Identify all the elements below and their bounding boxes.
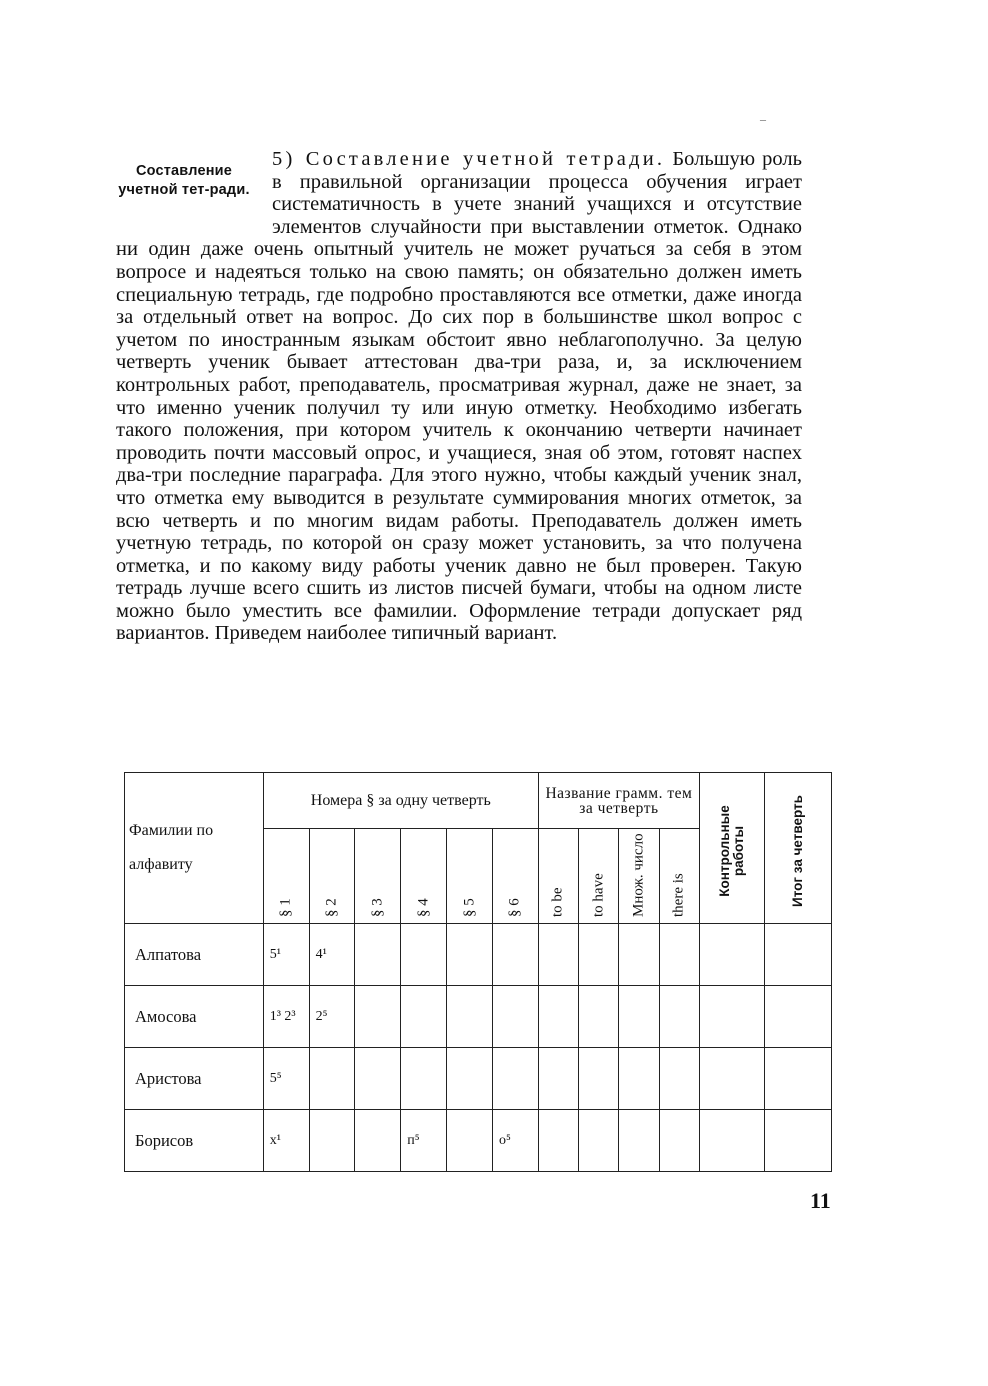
grade-cell (309, 1048, 355, 1110)
grade-cell (309, 1110, 355, 1172)
col-par-2: § 2 (309, 829, 355, 924)
student-name: Аристова (125, 1048, 264, 1110)
grade-cell (401, 1048, 447, 1110)
table-row (125, 986, 832, 1048)
grade-cell: 1³ 2³ (263, 986, 309, 1048)
grade-cell: х¹ (263, 1110, 309, 1172)
grade-cell: 4¹ (309, 924, 355, 986)
grade-cell: о⁵ (493, 1110, 539, 1172)
col-topic-to-be: to be (538, 829, 578, 924)
col-topic-to-have: to have (579, 829, 619, 924)
student-name: Алпатова (125, 924, 264, 986)
paragraph-lead: 5) Составление учетной тетради. (272, 148, 666, 170)
grade-cell: 5¹ (263, 924, 309, 986)
page-number: 11 (810, 1188, 831, 1213)
gradebook-table (124, 772, 832, 1172)
col-par-6: § 6 (493, 829, 539, 924)
page-mark: – (760, 112, 766, 126)
grade-cell (493, 986, 539, 1048)
col-par-1: § 1 (263, 829, 309, 924)
body-paragraph (116, 148, 802, 645)
header-control: Контрольные работы (699, 773, 764, 924)
grade-cell: 5⁵ (263, 1048, 309, 1110)
grade-cell: 2⁵ (309, 986, 355, 1048)
table-row (125, 924, 832, 986)
grade-cell: п⁵ (401, 1110, 447, 1172)
header-topics: Название грамм. тем за четверть (538, 773, 699, 829)
grade-cell (493, 924, 539, 986)
header-total: Итог за четверть (764, 773, 831, 924)
col-par-3: § 3 (355, 829, 401, 924)
table-row (125, 1110, 832, 1172)
student-name: Амосова (125, 986, 264, 1048)
col-topic-there-is: there is (659, 829, 699, 924)
paragraph-text: Большую роль в правильной организации процесса обучения играет систематичность в учете знаний учащихся и отсутствие элементов случайности при выставлении отметок. Однако ни один даже очень опытный учитель не может ручаться за себя в этом вопросе и надеяться только на свою память; он обязательно должен иметь специальную тетрадь, где подробно проставляются все отметки, даже иногда за отдельный ответ на вопрос. До сих пор в большинстве школ вопрос с учетом по иностранным языкам обстоит явно неблагополучно. За целую четверть ученик бывает аттестован два-три раза, и, за исключением контрольных работ, преподаватель, просматривая журнал, даже не знает, за что именно ученик получил ту или иную отметку. Необходимо избегать такого положения, при котором учитель к окончанию четверти начинает проводить почти массовый опрос, и учащиеся, зная об этом, готовят наспех два-три последние параграфа. Для этого нужно, чтобы каждый ученик знал, что отметка ему выводится в результате суммирования многих отметок, за всю четверть и по многим видам работы. Преподаватель должен иметь учетную тетрадь, по которой он сразу может установить, за что получена отметка, и по какому виду работы ученик давно не был проверен. Такую тетрадь лучше всего сшить из листов писчей бумаги, чтобы на одном листе можно было уместить все фамилии. Оформление тетради допускает ряд вариантов. Приведем наиболее типичный вариант. (116, 148, 802, 645)
student-name: Борисов (125, 1110, 264, 1172)
margin-note: Составление учетной тет-ради. (118, 163, 250, 198)
header-paragraphs: Номера § за одну четверть (263, 773, 538, 829)
col-topic-plural: Множ. число (619, 829, 659, 924)
col-par-4: § 4 (401, 829, 447, 924)
grade-cell (401, 986, 447, 1048)
grade-cell (401, 924, 447, 986)
grade-cell (493, 1048, 539, 1110)
table-row (125, 1048, 832, 1110)
col-par-5: § 5 (447, 829, 493, 924)
header-names: Фамилии по алфавиту (125, 773, 264, 924)
